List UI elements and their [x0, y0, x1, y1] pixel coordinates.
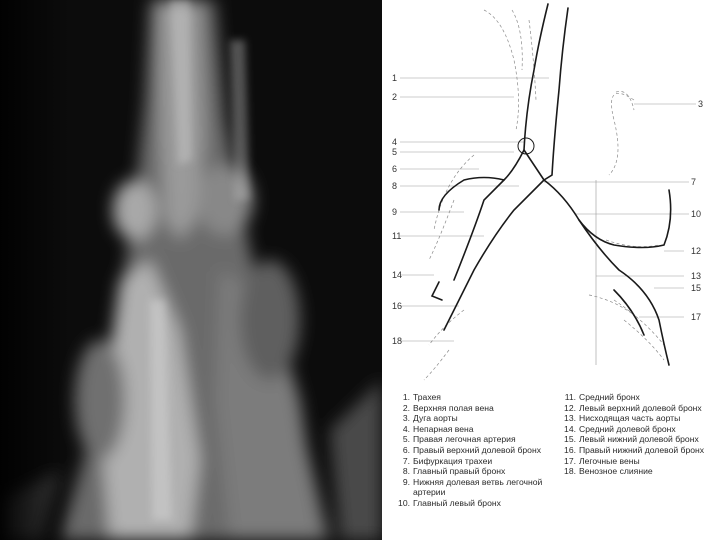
legend-column-2: [562, 392, 716, 477]
scheme-number: 2: [392, 92, 398, 102]
legend-item: 8. Главный правый бронх: [402, 466, 506, 477]
scheme-number: 15: [691, 283, 702, 293]
legend-item: 4. Непарная вена: [402, 423, 474, 434]
scheme-number: 11: [392, 231, 402, 241]
scheme-number: 5: [392, 147, 398, 157]
legend-item: 5. Правая легочная артерия: [402, 434, 516, 445]
legend-item: 13. Нисходящая часть аорты: [564, 413, 681, 424]
scheme-number: 9: [392, 207, 398, 217]
legend-item: 6. Правый верхний долевой бронх: [402, 444, 541, 455]
scheme-number: 14: [392, 270, 403, 280]
legend-item: 1. Трахея: [402, 392, 441, 402]
scheme-number: 10: [691, 209, 702, 219]
legend-item: 11. Средний бронх: [564, 392, 640, 402]
scheme-number: 4: [392, 137, 398, 147]
schematic-diagram: [384, 0, 720, 385]
legend-item: 17. Легочные вены: [564, 455, 640, 466]
legend-item: 9. Нижняя долевая ветвь легочной артерии: [402, 476, 543, 498]
scheme-number: 3: [698, 99, 704, 109]
scheme-number: 8: [392, 181, 398, 191]
legend-item: 12. Левый верхний долевой бронх: [564, 402, 702, 413]
legend-item: 18. Венозное слияние: [564, 466, 653, 477]
scheme-number: 17: [691, 312, 702, 322]
legend: [396, 392, 716, 538]
legend-item: 2. Верхняя полая вена: [402, 402, 494, 413]
scheme-number: 7: [691, 177, 697, 187]
legend-column-1: [396, 392, 558, 509]
scheme-number: 18: [392, 336, 403, 346]
legend-item: 3. Дуга аорты: [402, 413, 458, 424]
legend-item: 15. Левый нижний долевой бронх: [564, 434, 699, 445]
scheme-number: 16: [392, 301, 403, 311]
scheme-number: 12: [691, 246, 702, 256]
scheme-number: 13: [691, 271, 702, 281]
legend-item: 7. Бифуркация трахеи: [402, 455, 493, 466]
legend-item: 10. Главный левый бронх: [398, 497, 501, 508]
legend-item: 16. Правый нижний долевой бронх: [564, 444, 705, 455]
legend-item: 14. Средний долевой бронх: [564, 423, 676, 434]
scheme-number: 1: [392, 73, 398, 83]
scheme-number: 6: [392, 164, 398, 174]
